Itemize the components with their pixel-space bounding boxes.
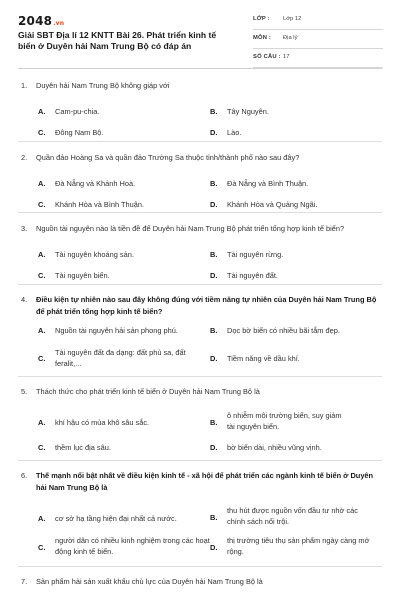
option-letter: B. bbox=[210, 250, 218, 259]
question-stem bbox=[18, 223, 384, 235]
option-letter: A. bbox=[38, 514, 46, 523]
option-letter: B. bbox=[210, 513, 218, 522]
option-letter: D. bbox=[210, 354, 218, 363]
question-divider bbox=[18, 284, 382, 285]
meta-value: Lớp 12 bbox=[283, 16, 302, 22]
option-text: Đà Nẵng và Khánh Hoà. bbox=[55, 179, 136, 188]
option-text: Tây Nguyên. bbox=[227, 107, 269, 116]
option-letter: D. bbox=[210, 543, 218, 552]
option-text: cơ sở hạ tầng hiện đại nhất cả nước. bbox=[55, 514, 177, 523]
option-text: Khánh Hòa và Quảng Ngãi. bbox=[227, 200, 318, 209]
option-letter: A. bbox=[38, 179, 46, 188]
option-text: Tài nguyên khoáng sản. bbox=[55, 250, 134, 259]
option-letter: C. bbox=[38, 128, 46, 137]
option-text: người dân có nhiều kinh nghiệm trong các hoạt động kinh tế biển. bbox=[55, 536, 210, 556]
question-1 bbox=[18, 80, 384, 136]
option-letter: D. bbox=[210, 200, 218, 209]
question-text: Điều kiện tự nhiên nào sau đây bbox=[36, 295, 148, 304]
question-7 bbox=[18, 576, 384, 588]
question-divider bbox=[18, 141, 382, 142]
option-letter: B. bbox=[210, 107, 218, 116]
question-6 bbox=[18, 470, 384, 572]
question-number: 1. bbox=[21, 81, 28, 90]
option-letter: D. bbox=[210, 443, 218, 452]
option-text: ô nhiễm môi trường biển, suy giảm tài nguyên biển. bbox=[227, 411, 342, 431]
option-letter: B. bbox=[210, 326, 218, 335]
option-text: thu hút được nguồn vốn đầu tư nhờ các chính sách nổi trội. bbox=[227, 506, 358, 526]
option-letter: D. bbox=[210, 128, 218, 137]
option-text: Tài nguyên đất đa dạng: đất phù sa, đất feralit,... bbox=[55, 348, 186, 368]
question-stem bbox=[18, 80, 384, 92]
option-text: Tài nguyên biển. bbox=[55, 271, 110, 280]
option-text: thị trường tiêu thụ sản phẩm ngày càng mở rộng. bbox=[227, 536, 370, 556]
option-letter: A. bbox=[38, 326, 46, 335]
question-2 bbox=[18, 152, 384, 208]
option-letter: C. bbox=[38, 200, 46, 209]
option-letter: C. bbox=[38, 543, 46, 552]
option-text: Dọc bờ biển có nhiều bãi tắm đẹp. bbox=[227, 326, 340, 335]
logo-suffix: .vn bbox=[53, 19, 65, 27]
question-divider bbox=[18, 566, 382, 567]
option-text: khí hậu có mùa khô sâu sắc. bbox=[55, 418, 150, 427]
question-number: 5. bbox=[21, 387, 28, 396]
meta-label: SỐ CÂU : bbox=[253, 54, 281, 60]
question-stem bbox=[18, 576, 384, 588]
option-text: Khánh Hòa và Bình Thuận. bbox=[55, 200, 145, 209]
question-number: 7. bbox=[21, 577, 28, 586]
logo-main: 2048 bbox=[18, 14, 53, 28]
option-text: Tài nguyên rừng. bbox=[227, 250, 284, 259]
option-text: Tiềm năng về dầu khí. bbox=[227, 354, 300, 363]
option-text: Tài nguyên đất. bbox=[227, 271, 278, 280]
option-text: Đông Nam Bộ. bbox=[55, 128, 104, 137]
question-text: Duyên hải Nam Trung Bộ không giáp với bbox=[36, 81, 170, 90]
question-3 bbox=[18, 223, 384, 279]
question-stem bbox=[18, 386, 384, 398]
option-letter: C. bbox=[38, 443, 46, 452]
question-text-emphasis: không đúng bbox=[147, 295, 190, 304]
meta-value: Địa lý bbox=[283, 35, 298, 41]
question-stem bbox=[18, 470, 384, 494]
option-letter: B. bbox=[210, 179, 218, 188]
option-text: Nguồn tài nguyên hải sản phong phú. bbox=[55, 326, 178, 335]
option-text: Đà Nẵng và Bình Thuận. bbox=[227, 179, 309, 188]
option-letter: A. bbox=[38, 107, 46, 116]
question-4 bbox=[18, 294, 384, 374]
meta-value: 17 bbox=[283, 54, 290, 60]
question-text: Sản phẩm hải sản xuất khẩu chủ lực của Duyên hải Nam Trung Bộ là bbox=[36, 577, 263, 586]
option-text: Cam-pu-chia. bbox=[55, 107, 100, 116]
option-letter: B. bbox=[210, 418, 218, 427]
option-letter: C. bbox=[38, 354, 46, 363]
question-divider bbox=[18, 376, 382, 377]
meta-label: MÔN : bbox=[253, 35, 272, 41]
question-number: 6. bbox=[21, 471, 28, 480]
question-number: 2. bbox=[21, 153, 28, 162]
question-number: 4. bbox=[21, 295, 28, 304]
question-5 bbox=[18, 386, 384, 462]
question-text: Thế mạnh nổi bật nhất về điều kiện kinh tế - xã hội để phát triển các ngành kinh tế biển ở Duyên hải Nam Trung Bộ là bbox=[36, 471, 374, 492]
question-text: Thách thức cho phát triển kinh tế biển ở Duyên hải Nam Trung Bộ là bbox=[36, 387, 260, 396]
question-text: Nguồn tài nguyên nào là tiền đề để Duyên hải Nam Trung Bộ phát triển tổng hợp kinh tế biển? bbox=[36, 224, 345, 233]
option-text: bờ biển dài, nhiều vũng vịnh. bbox=[227, 443, 322, 452]
question-divider bbox=[18, 212, 382, 213]
option-letter: A. bbox=[38, 250, 46, 259]
question-number: 3. bbox=[21, 224, 28, 233]
question-divider bbox=[18, 460, 382, 461]
question-stem bbox=[18, 294, 384, 318]
question-stem bbox=[18, 152, 384, 164]
meta-label: LỚP : bbox=[253, 16, 270, 22]
option-text: thềm lục địa sâu. bbox=[55, 443, 111, 452]
option-letter: D. bbox=[210, 271, 218, 280]
option-letter: C. bbox=[38, 271, 46, 280]
document-title: Giải SBT Địa lí 12 KNTT Bài 26. Phát triển kinh tế biển ở Duyên hải Nam Trung Bộ có đáp án bbox=[18, 30, 217, 51]
question-text: Quần đảo Hoàng Sa và quần đảo Trường Sa thuộc tỉnh/thành phố nào sau đây? bbox=[36, 153, 300, 162]
option-letter: A. bbox=[38, 418, 46, 427]
question-text: với tiềm năng tự nhiên của Duyên hải Nam Trung Bộ để phát triển tổng hợp kinh tế biển? bbox=[36, 295, 377, 316]
option-text: Lào. bbox=[227, 128, 242, 137]
